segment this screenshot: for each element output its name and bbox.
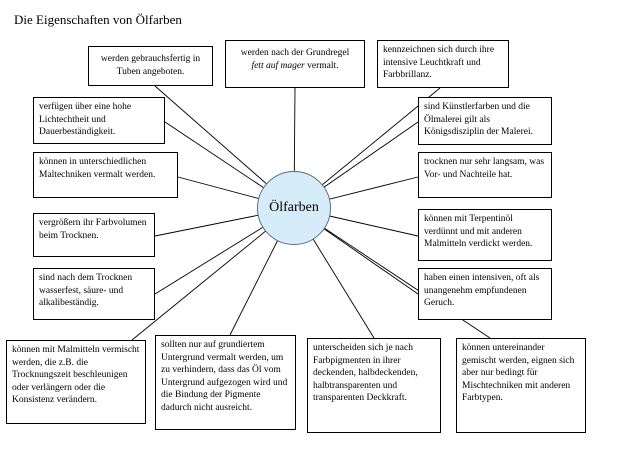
property-text: vergrößern ihr Farbvolumen beim Trocknen. bbox=[39, 218, 147, 241]
property-text: trocknen nur sehr langsam, was Vor- und Nachteile hat. bbox=[424, 157, 545, 180]
property-box-volume bbox=[33, 213, 155, 257]
property-text: unterscheiden sich je nach Farbpigmenten in ihrer deckenden, halbdeckenden, halbtransparenten und transparenten Deckkraft. bbox=[313, 343, 418, 403]
property-italic: fett auf mager bbox=[251, 60, 305, 71]
property-box-luminosity bbox=[377, 40, 509, 88]
property-box-lightfastness bbox=[33, 97, 165, 144]
property-box-waterproof bbox=[33, 268, 155, 320]
property-box-primed-ground bbox=[155, 335, 296, 430]
property-text: kennzeichnen sich durch ihre intensive Leuchtkraft und Farbbrillanz. bbox=[383, 45, 495, 80]
property-text: können mit Terpentinöl verdünnt und mit anderen Malmitteln verdickt werden. bbox=[424, 214, 533, 249]
diagram-title: Die Eigenschaften von Ölfarben bbox=[14, 12, 182, 27]
property-box-tubes bbox=[88, 46, 213, 86]
property-tail: vermalt. bbox=[304, 60, 339, 71]
property-box-mediums bbox=[6, 340, 146, 424]
property-box-smell bbox=[418, 268, 552, 320]
property-box-techniques bbox=[33, 152, 178, 198]
property-text: sollten nur auf grundiertem Untergrund vermalt werden, um zu verhindern, dass das Öl vom Untergrund aufgezogen wird und die Bindung der Pigmente dadurch nicht ausreicht. bbox=[161, 340, 288, 413]
property-text: verfügen über eine hohe Lichtechtheit und Dauerbeständigkeit. bbox=[39, 102, 132, 137]
property-text: können mit Malmitteln vermischt werden, die z.B. die Trocknungszeit beschleunigen oder verlängern oder die Konsistenz verändern. bbox=[12, 345, 140, 405]
property-box-mixing bbox=[456, 338, 586, 433]
property-text: können untereinander gemischt werden, eignen sich aber nur bedingt für Mischtechniken mit anderen Farbtypen. bbox=[462, 343, 575, 403]
property-text: können in unterschiedlichen Maltechniken vermalt werden. bbox=[39, 157, 156, 180]
hub-label: Ölfarben bbox=[269, 200, 319, 215]
property-box-slow-drying bbox=[418, 152, 552, 198]
property-text-tail bbox=[231, 60, 359, 73]
property-box-turpentine bbox=[418, 209, 552, 261]
property-text: werden nach der Grundregel bbox=[240, 48, 350, 58]
hub-oelfarben bbox=[257, 171, 331, 245]
property-text: sind nach dem Trocknen wasserfest, säure- und alkalibeständig. bbox=[39, 273, 133, 308]
property-box-artist-paints bbox=[418, 97, 552, 145]
property-box-opacity bbox=[307, 338, 441, 433]
property-text: haben einen intensiven, oft als unangenehm empfundenen Geruch. bbox=[424, 273, 540, 308]
property-box-fat-over-lean bbox=[225, 40, 365, 88]
property-text: sind Künstlerfarben und die Ölmalerei gilt als Königsdisziplin der Malerei. bbox=[424, 102, 533, 137]
property-text: werden gebrauchsfertig in Tuben angeboten. bbox=[100, 54, 201, 77]
